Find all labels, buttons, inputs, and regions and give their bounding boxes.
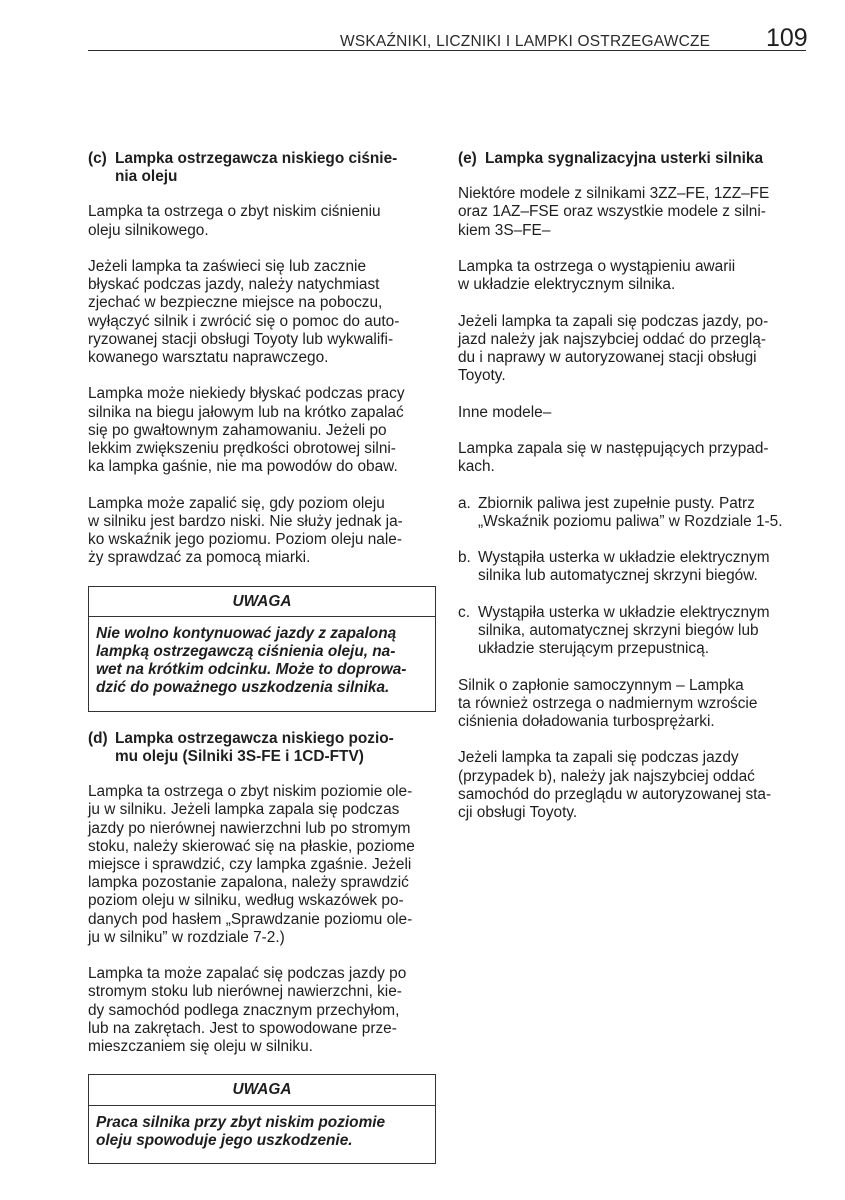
right-column <box>458 150 808 840</box>
paragraph: Lampka ta ostrzega o wystąpieniu awarii w układzie elektrycznym silnika. <box>458 258 736 294</box>
paragraph: Lampka zapala się w następujących przypad- kach. <box>458 439 769 476</box>
section-marker: (e) <box>458 150 477 167</box>
warning-text: Nie wolno kontynuować jazdy z zapaloną lampką ostrzegawczą ciśnienia oleju, na- wet na krótkim odcinku. Może to doprowa- dzić do poważnego uszkodzenia silnika. <box>96 624 407 697</box>
section-heading-text: Lampka ostrzegawcza niskiego ciśnie- nia oleju <box>115 150 398 186</box>
list-item <box>458 549 808 585</box>
list-item <box>458 495 808 531</box>
section-marker: (c) <box>88 150 107 167</box>
paragraph: Jeżeli lampka ta zapali się podczas jazdy (przypadek b), należy jak najszybciej oddać samochód do przeglądu w autoryzowanej sta- cji obsługi Toyoty. <box>458 749 772 821</box>
list-item <box>458 604 808 659</box>
warning-title: UWAGA <box>89 1075 435 1105</box>
paragraph: Lampka ta może zapalać się podczas jazdy po stromym stoku lub nierównej nawierzchni, kie- dy samochód podlega znacznym przechyłom, lub na zakrętach. Jest to spowodowane prze- mieszczaniem się oleju w silniku. <box>88 965 407 1056</box>
paragraph: Jeżeli lampka ta zapali się podczas jazdy, po- jazd należy jak najszybciej oddać do przeglą- du i naprawy w autoryzowanej stacji obsługi Toyoty. <box>458 312 769 385</box>
warning-box-oil-pressure <box>88 586 436 712</box>
header-divider <box>88 50 806 51</box>
paragraph: Lampka ta ostrzega o zbyt niskim poziomie ole- ju w silniku. Jeżeli lampka zapala się podczas jazdy po nierównej nawierzchni lub po stromym stoku, należy skierować się na płaskie, poziome miejsce i sprawdzić, czy lampka zgaśnie. Jeżeli lampka pozostanie zapalona, należy sprawdzić poziom oleju w silniku, według wskazówek po- danych pod hasłem „Sprawdzanie poziomu ole- ju w silniku” w rozdziale 7-2.) <box>88 783 415 946</box>
list-marker: b. <box>458 549 471 567</box>
section-heading-c <box>88 150 436 186</box>
left-column <box>88 150 436 1183</box>
paragraph: Lampka może niekiedy błyskać podczas pracy silnika na biegu jałowym lub na krótko zapalać się po gwałtownym zahamowaniu. Jeżeli po lekkim zwiększeniu prędkości obrotowej silni- ka lampka gaśnie, nie ma powodów do obaw. <box>88 385 405 476</box>
section-heading-d <box>88 730 436 766</box>
list-marker: a. <box>458 494 471 512</box>
paragraph: Lampka ta ostrzega o zbyt niskim ciśnieniu oleju silnikowego. <box>88 203 381 239</box>
list-item-text: Zbiornik paliwa jest zupełnie pusty. Patrz „Wskaźnik poziomu paliwa” w Rozdziale 1-5. <box>478 494 783 530</box>
list-marker: c. <box>458 603 470 621</box>
running-header-title: WSKAŹNIKI, LICZNIKI I LAMPKI OSTRZEGAWCZE <box>340 33 711 50</box>
list-item-text: Wystąpiła usterka w układzie elektrycznym silnika, automatycznej skrzyni biegów lub układzie sterującym przepustnicą. <box>478 603 770 658</box>
paragraph: Inne modele– <box>458 403 552 421</box>
paragraph: Jeżeli lampka ta zaświeci się lub zacznie błyskać podczas jazdy, należy natychmiast zjechać w bezpieczne miejsce na poboczu, wyłączyć silnik i zwrócić się o pomoc do auto- ryzowanej stacji obsługi Toyoty lub wykwalifi- kowanego warsztatu naprawczego. <box>88 258 400 367</box>
list-item-text: Wystąpiła usterka w układzie elektrycznym silnika lub automatycznej skrzyni biegów. <box>478 549 770 585</box>
warning-title: UWAGA <box>89 587 435 617</box>
warning-box-oil-level <box>88 1074 436 1164</box>
section-marker: (d) <box>88 729 108 747</box>
section-heading-text: Lampka ostrzegawcza niskiego pozio- mu oleju (Silniki 3S-FE i 1CD-FTV) <box>115 729 394 765</box>
warning-text: Praca silnika przy zbyt niskim poziomie oleju spowoduje jego uszkodzenie. <box>96 1113 386 1149</box>
section-heading-e <box>458 150 808 168</box>
paragraph: Lampka może zapalić się, gdy poziom oleju w silniku jest bardzo niski. Nie służy jednak ja- ko wskaźnik jego poziomu. Poziom oleju nale- ży sprawdzać za pomocą miarki. <box>88 494 403 567</box>
page-number: 109 <box>766 24 808 52</box>
paragraph: Niektóre modele z silnikami 3ZZ–FE, 1ZZ–FE oraz 1AZ–FSE oraz wszystkie modele z silni- kiem 3S–FE– <box>458 185 770 239</box>
paragraph: Silnik o zapłonie samoczynnym – Lampka ta również ostrzega o nadmiernym wzroście ciśnienia doładowania turbosprężarki. <box>458 676 758 730</box>
section-heading-text: Lampka sygnalizacyjna usterki silnika <box>485 150 764 167</box>
